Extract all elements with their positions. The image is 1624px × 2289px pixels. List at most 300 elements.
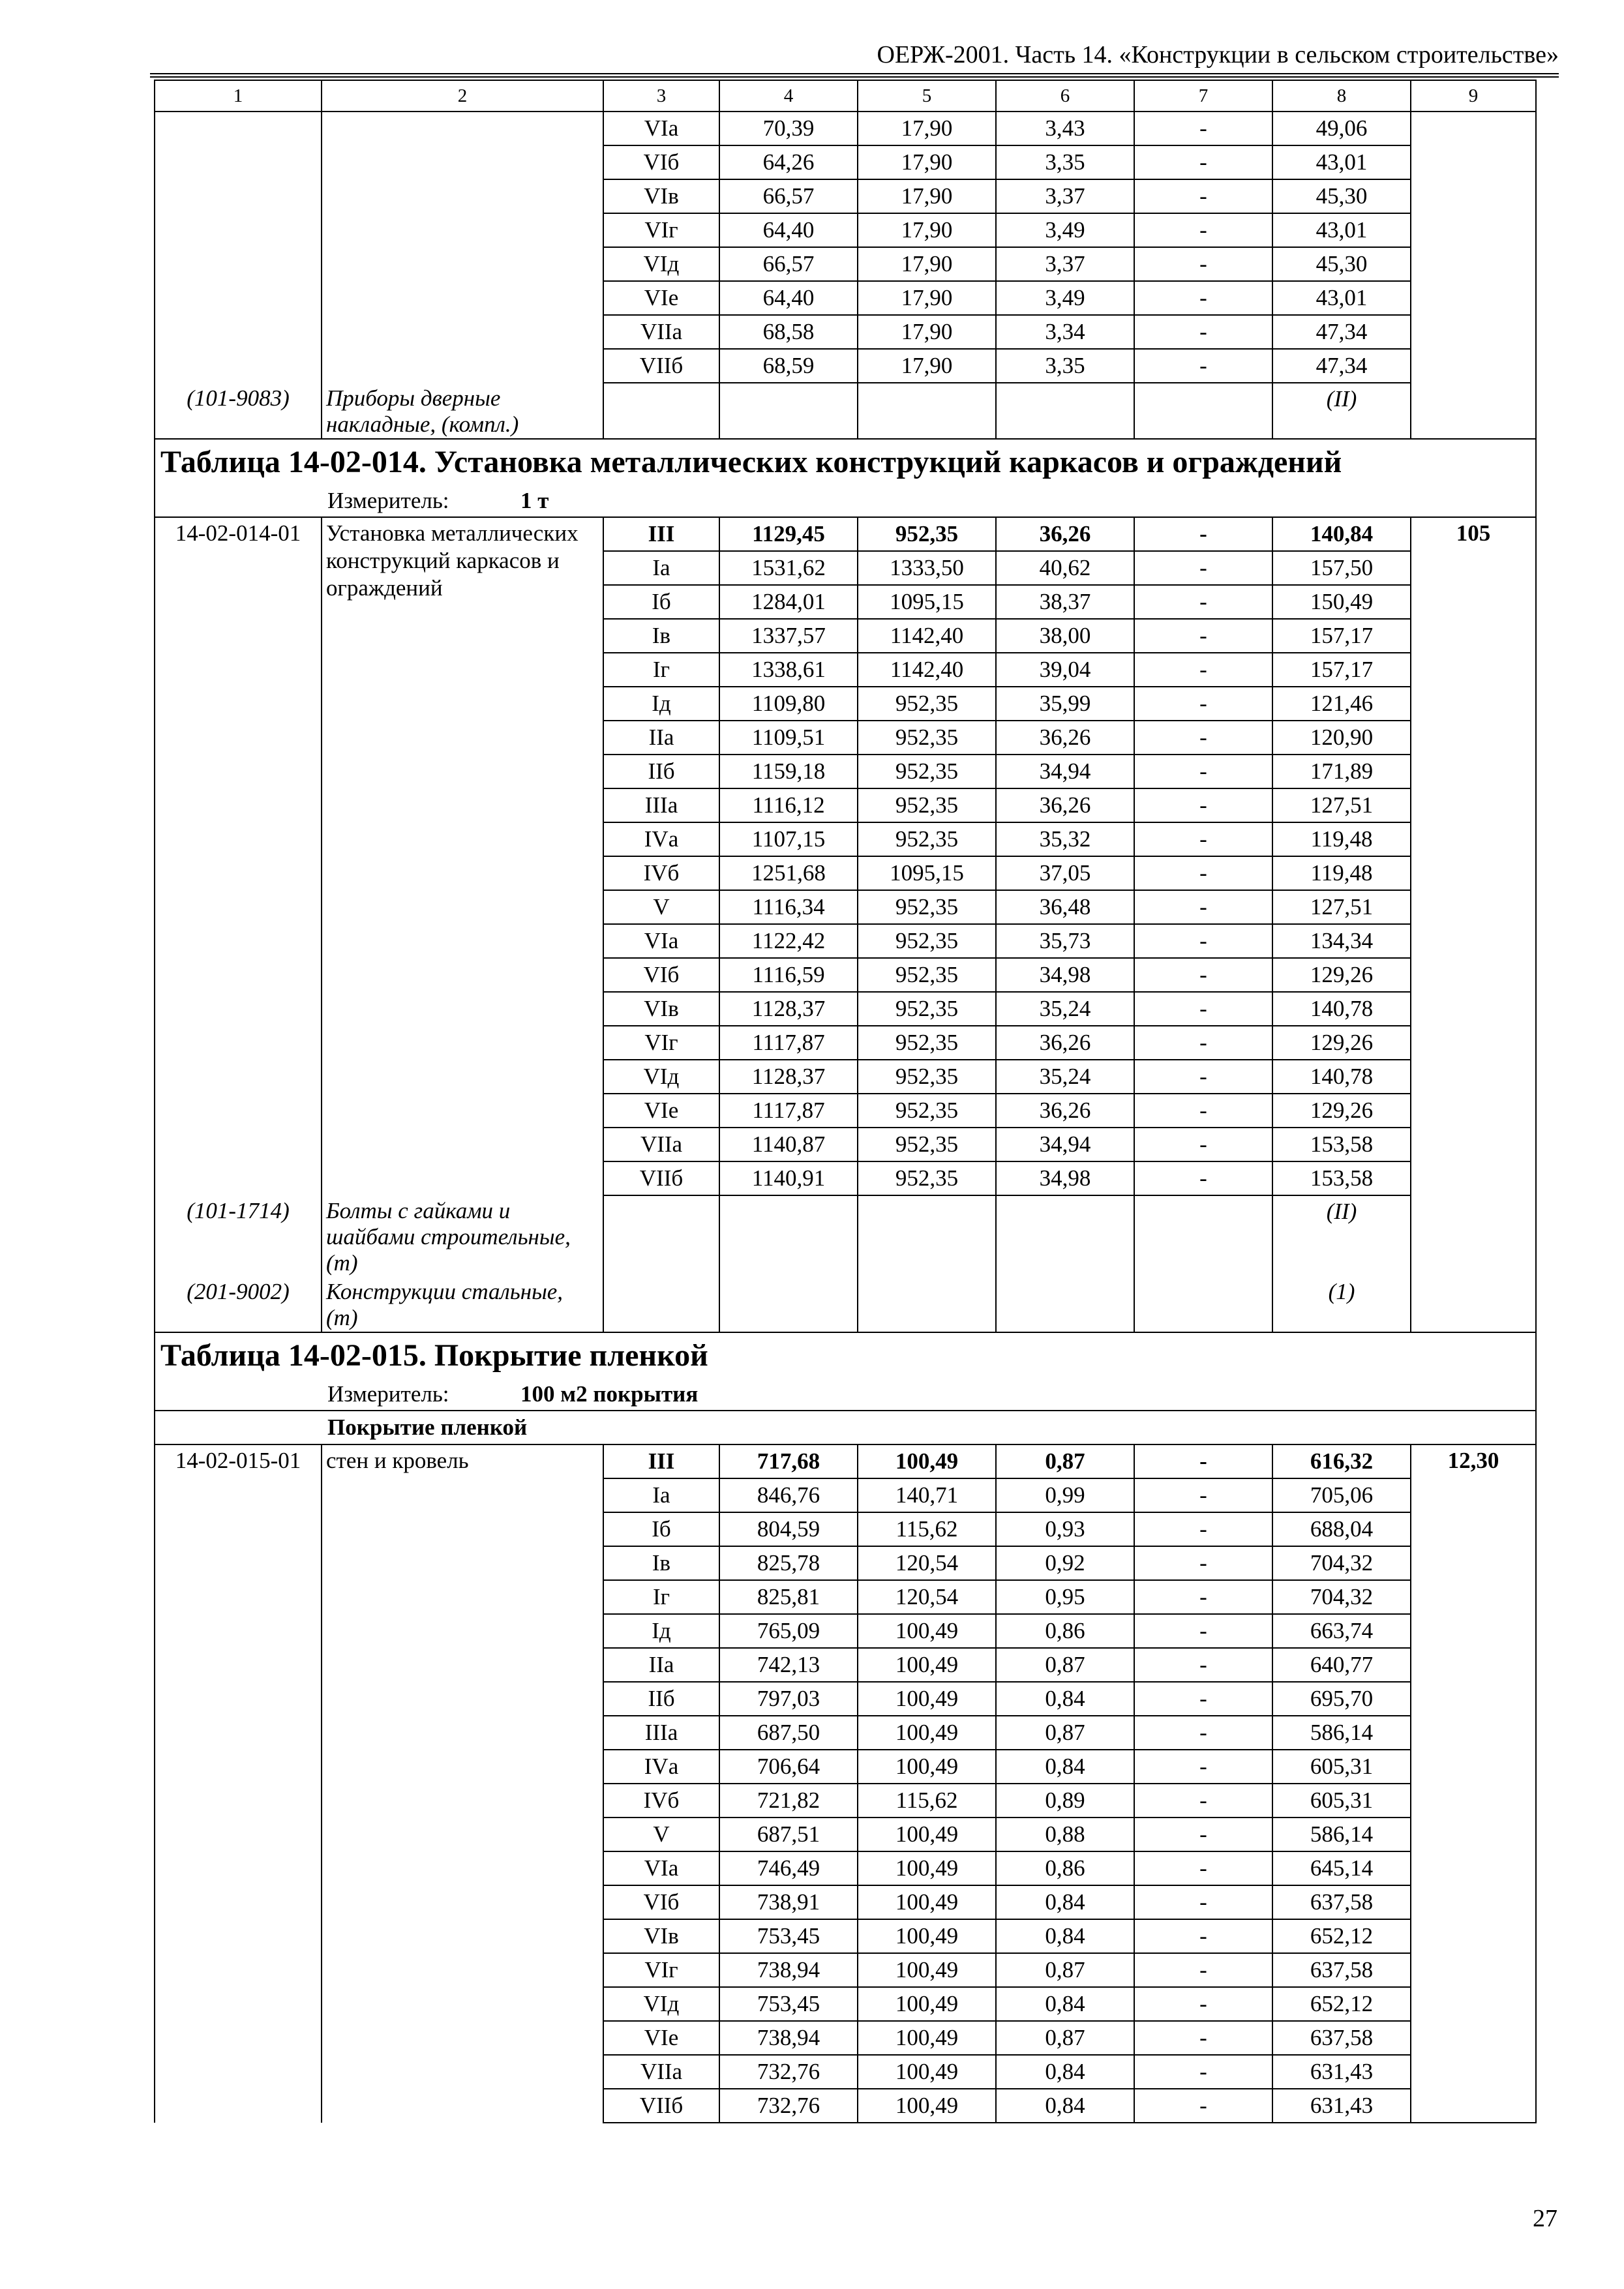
column-number: 4: [719, 80, 858, 112]
value-cell: 157,50: [1272, 551, 1411, 585]
zone-cell: Iа: [603, 551, 719, 585]
value-cell: 1128,37: [719, 1060, 858, 1094]
table-title-row: [155, 439, 1536, 485]
value-cell: 1128,37: [719, 992, 858, 1026]
empty-cell: [858, 383, 996, 439]
value-cell: 119,48: [1272, 822, 1411, 856]
resource-value: (II): [1272, 383, 1411, 439]
value-cell: 45,30: [1272, 247, 1411, 281]
value-cell: -: [1134, 1026, 1272, 1060]
value-cell: 952,35: [858, 788, 996, 822]
value-cell: -: [1134, 1546, 1272, 1580]
zone-cell: III: [603, 1444, 719, 1478]
value-cell: 3,35: [996, 145, 1134, 179]
value-cell: 0,92: [996, 1546, 1134, 1580]
zone-cell: VIб: [603, 1885, 719, 1919]
empty-cell: [858, 1276, 996, 1332]
resource-note-row: [155, 1276, 1536, 1332]
zone-cell: Iг: [603, 1580, 719, 1614]
empty-cell: [719, 1276, 858, 1332]
value-cell: 952,35: [858, 924, 996, 958]
value-cell: 704,32: [1272, 1546, 1411, 1580]
zone-cell: VIа: [603, 924, 719, 958]
subheading-text: Покрытие пленкой: [327, 1414, 528, 1440]
value-cell: 0,87: [996, 2021, 1134, 2055]
value-cell: 66,57: [719, 247, 858, 281]
value-cell: 43,01: [1272, 145, 1411, 179]
value-cell: 1140,87: [719, 1128, 858, 1161]
value-cell: -: [1134, 551, 1272, 585]
table-row: [155, 112, 1536, 145]
meter-value: 1 т: [520, 488, 549, 513]
value-cell: 0,93: [996, 1512, 1134, 1546]
col9-cell: [1411, 112, 1536, 439]
value-cell: 100,49: [858, 1851, 996, 1885]
subheading: [155, 1411, 1536, 1444]
value-cell: 0,99: [996, 1478, 1134, 1512]
zone-cell: VIв: [603, 1919, 719, 1953]
value-cell: 952,35: [858, 517, 996, 551]
value-cell: 797,03: [719, 1682, 858, 1716]
value-cell: 64,40: [719, 213, 858, 247]
value-cell: 43,01: [1272, 213, 1411, 247]
value-cell: 0,84: [996, 1885, 1134, 1919]
value-cell: 688,04: [1272, 1512, 1411, 1546]
zone-cell: IIIа: [603, 1716, 719, 1750]
value-cell: 35,73: [996, 924, 1134, 958]
value-cell: 605,31: [1272, 1784, 1411, 1818]
value-cell: 1140,91: [719, 1161, 858, 1195]
value-cell: 0,89: [996, 1784, 1134, 1818]
zone-cell: Iг: [603, 653, 719, 687]
norms-table: [154, 80, 1537, 2123]
column-number: 2: [322, 80, 603, 112]
value-cell: -: [1134, 1885, 1272, 1919]
value-cell: -: [1134, 1128, 1272, 1161]
zone-cell: IVа: [603, 1750, 719, 1784]
value-cell: 100,49: [858, 1444, 996, 1478]
value-cell: 1159,18: [719, 755, 858, 788]
value-cell: 1142,40: [858, 653, 996, 687]
value-cell: -: [1134, 1444, 1272, 1478]
value-cell: 120,54: [858, 1580, 996, 1614]
value-cell: -: [1134, 856, 1272, 890]
value-cell: 952,35: [858, 1060, 996, 1094]
header-rule: [150, 73, 1559, 74]
value-cell: 36,26: [996, 788, 1134, 822]
value-cell: 0,87: [996, 1648, 1134, 1682]
value-cell: 36,26: [996, 1026, 1134, 1060]
value-cell: -: [1134, 653, 1272, 687]
empty-cell: [719, 1195, 858, 1276]
value-cell: 1142,40: [858, 619, 996, 653]
value-cell: 732,76: [719, 2055, 858, 2089]
value-cell: 1095,15: [858, 585, 996, 619]
resource-name: Болты с гайками и шайбами строительные, (т): [322, 1195, 603, 1276]
value-cell: 952,35: [858, 1026, 996, 1060]
zone-cell: V: [603, 890, 719, 924]
value-cell: 17,90: [858, 349, 996, 383]
norm-description: Установка металлических конструкций каркасов и ограждений: [322, 517, 603, 1195]
column-number: 5: [858, 80, 996, 112]
value-cell: 1122,42: [719, 924, 858, 958]
value-cell: 705,06: [1272, 1478, 1411, 1512]
zone-cell: VIд: [603, 1987, 719, 2021]
value-cell: -: [1134, 619, 1272, 653]
resource-value: (II): [1272, 1195, 1411, 1276]
value-cell: 157,17: [1272, 653, 1411, 687]
value-cell: -: [1134, 315, 1272, 349]
meter-cell: [155, 485, 1536, 517]
value-cell: 36,26: [996, 1094, 1134, 1128]
value-cell: 721,82: [719, 1784, 858, 1818]
value-cell: 3,37: [996, 179, 1134, 213]
value-cell: 120,90: [1272, 721, 1411, 755]
empty-cell: [1134, 1195, 1272, 1276]
zone-cell: IIIа: [603, 788, 719, 822]
zone-cell: VIIб: [603, 349, 719, 383]
description-cell: [322, 112, 603, 383]
zone-cell: Iв: [603, 619, 719, 653]
value-cell: 1333,50: [858, 551, 996, 585]
value-cell: -: [1134, 958, 1272, 992]
value-cell: -: [1134, 687, 1272, 721]
meter-row: [155, 485, 1536, 517]
zone-cell: IIа: [603, 721, 719, 755]
value-cell: -: [1134, 890, 1272, 924]
value-cell: 66,57: [719, 179, 858, 213]
value-cell: 140,71: [858, 1478, 996, 1512]
value-cell: 1116,34: [719, 890, 858, 924]
value-cell: -: [1134, 1478, 1272, 1512]
value-cell: -: [1134, 1919, 1272, 1953]
value-cell: 1531,62: [719, 551, 858, 585]
value-cell: -: [1134, 755, 1272, 788]
value-cell: -: [1134, 924, 1272, 958]
zone-cell: VIг: [603, 1953, 719, 1987]
zone-cell: VIIб: [603, 1161, 719, 1195]
value-cell: 129,26: [1272, 1094, 1411, 1128]
value-cell: -: [1134, 788, 1272, 822]
zone-cell: Iд: [603, 1614, 719, 1648]
value-cell: 1251,68: [719, 856, 858, 890]
value-cell: -: [1134, 179, 1272, 213]
value-cell: 0,87: [996, 1953, 1134, 1987]
zone-cell: VIв: [603, 179, 719, 213]
value-cell: 645,14: [1272, 1851, 1411, 1885]
value-cell: 120,54: [858, 1546, 996, 1580]
value-cell: -: [1134, 281, 1272, 315]
value-cell: 36,48: [996, 890, 1134, 924]
value-cell: 952,35: [858, 1161, 996, 1195]
value-cell: -: [1134, 1648, 1272, 1682]
value-cell: 1129,45: [719, 517, 858, 551]
empty-cell: [996, 1195, 1134, 1276]
value-cell: 70,39: [719, 112, 858, 145]
value-cell: 38,00: [996, 619, 1134, 653]
zone-cell: VIб: [603, 958, 719, 992]
value-cell: -: [1134, 349, 1272, 383]
resource-note-row: [155, 1195, 1536, 1276]
value-cell: -: [1134, 585, 1272, 619]
value-cell: 115,62: [858, 1784, 996, 1818]
value-cell: -: [1134, 112, 1272, 145]
column-number: 9: [1411, 80, 1536, 112]
zone-cell: VIе: [603, 281, 719, 315]
value-cell: 17,90: [858, 213, 996, 247]
value-cell: -: [1134, 1716, 1272, 1750]
zone-cell: VIв: [603, 992, 719, 1026]
value-cell: -: [1134, 1851, 1272, 1885]
value-cell: 1109,51: [719, 721, 858, 755]
value-cell: 663,74: [1272, 1614, 1411, 1648]
value-cell: 753,45: [719, 1987, 858, 2021]
zone-cell: VIг: [603, 213, 719, 247]
value-cell: 121,46: [1272, 687, 1411, 721]
value-cell: 38,37: [996, 585, 1134, 619]
value-cell: 753,45: [719, 1919, 858, 1953]
value-cell: 704,32: [1272, 1580, 1411, 1614]
meter-value: 100 м2 покрытия: [520, 1381, 699, 1407]
value-cell: 846,76: [719, 1478, 858, 1512]
table-title: Таблица 14-02-015. Покрытие пленкой: [155, 1332, 1536, 1379]
value-cell: 153,58: [1272, 1128, 1411, 1161]
value-cell: -: [1134, 1614, 1272, 1648]
value-cell: 1117,87: [719, 1094, 858, 1128]
value-cell: 100,49: [858, 2089, 996, 2123]
zone-cell: VIа: [603, 112, 719, 145]
value-cell: -: [1134, 213, 1272, 247]
value-cell: 952,35: [858, 755, 996, 788]
value-cell: 825,78: [719, 1546, 858, 1580]
value-cell: 100,49: [858, 1614, 996, 1648]
value-cell: 952,35: [858, 822, 996, 856]
column-number: 3: [603, 80, 719, 112]
empty-cell: [603, 1276, 719, 1332]
col9-value: 12,30: [1411, 1444, 1536, 2123]
value-cell: 3,37: [996, 247, 1134, 281]
value-cell: -: [1134, 1060, 1272, 1094]
value-cell: -: [1134, 1987, 1272, 2021]
value-cell: 134,34: [1272, 924, 1411, 958]
empty-cell: [719, 383, 858, 439]
value-cell: 68,59: [719, 349, 858, 383]
zone-cell: VIб: [603, 145, 719, 179]
value-cell: 0,86: [996, 1614, 1134, 1648]
value-cell: 34,98: [996, 1161, 1134, 1195]
norm-description: стен и кровель: [322, 1444, 603, 2123]
meter-label: Измеритель:: [327, 1381, 449, 1407]
zone-cell: VIд: [603, 247, 719, 281]
value-cell: 952,35: [858, 687, 996, 721]
value-cell: 129,26: [1272, 1026, 1411, 1060]
value-cell: 119,48: [1272, 856, 1411, 890]
value-cell: -: [1134, 1750, 1272, 1784]
value-cell: -: [1134, 517, 1272, 551]
empty-cell: [996, 1276, 1134, 1332]
table-row: [155, 517, 1536, 551]
zone-cell: VIIб: [603, 2089, 719, 2123]
value-cell: -: [1134, 1094, 1272, 1128]
empty-cell: [1134, 1276, 1272, 1332]
resource-code: (101-9083): [155, 383, 322, 439]
value-cell: 738,91: [719, 1885, 858, 1919]
value-cell: -: [1134, 1784, 1272, 1818]
value-cell: -: [1134, 1580, 1272, 1614]
value-cell: 738,94: [719, 1953, 858, 1987]
value-cell: 34,98: [996, 958, 1134, 992]
empty-cell: [603, 383, 719, 439]
resource-name: Конструкции стальные, (т): [322, 1276, 603, 1332]
column-numbers-row: [155, 80, 1536, 112]
meter-label: Измеритель:: [327, 488, 449, 513]
empty-cell: [603, 1195, 719, 1276]
value-cell: 3,43: [996, 112, 1134, 145]
value-cell: 652,12: [1272, 1919, 1411, 1953]
value-cell: 1338,61: [719, 653, 858, 687]
value-cell: 35,32: [996, 822, 1134, 856]
column-number: 6: [996, 80, 1134, 112]
value-cell: 765,09: [719, 1614, 858, 1648]
column-number: 8: [1272, 80, 1411, 112]
value-cell: 952,35: [858, 1128, 996, 1161]
value-cell: 34,94: [996, 1128, 1134, 1161]
value-cell: 140,78: [1272, 1060, 1411, 1094]
zone-cell: VIIа: [603, 2055, 719, 2089]
value-cell: 631,43: [1272, 2089, 1411, 2123]
value-cell: 952,35: [858, 890, 996, 924]
value-cell: 64,26: [719, 145, 858, 179]
value-cell: 1116,59: [719, 958, 858, 992]
value-cell: -: [1134, 1682, 1272, 1716]
zone-cell: IIб: [603, 755, 719, 788]
value-cell: -: [1134, 145, 1272, 179]
value-cell: 129,26: [1272, 958, 1411, 992]
value-cell: 637,58: [1272, 1885, 1411, 1919]
zone-cell: Iб: [603, 585, 719, 619]
value-cell: 37,05: [996, 856, 1134, 890]
zone-cell: IVа: [603, 822, 719, 856]
value-cell: 952,35: [858, 1094, 996, 1128]
value-cell: 3,34: [996, 315, 1134, 349]
zone-cell: VIа: [603, 1851, 719, 1885]
value-cell: -: [1134, 1161, 1272, 1195]
zone-cell: V: [603, 1818, 719, 1851]
value-cell: 17,90: [858, 281, 996, 315]
value-cell: 140,78: [1272, 992, 1411, 1026]
page-header-title: ОЕРЖ-2001. Часть 14. «Конструкции в сельском строительстве»: [877, 41, 1559, 68]
value-cell: 825,81: [719, 1580, 858, 1614]
code-cell: [155, 112, 322, 383]
value-cell: 17,90: [858, 247, 996, 281]
value-cell: 0,84: [996, 1750, 1134, 1784]
value-cell: 0,84: [996, 2089, 1134, 2123]
value-cell: 586,14: [1272, 1818, 1411, 1851]
value-cell: 100,49: [858, 1919, 996, 1953]
value-cell: 0,95: [996, 1580, 1134, 1614]
zone-cell: IVб: [603, 856, 719, 890]
value-cell: 586,14: [1272, 1716, 1411, 1750]
value-cell: 34,94: [996, 755, 1134, 788]
value-cell: 637,58: [1272, 2021, 1411, 2055]
value-cell: 706,64: [719, 1750, 858, 1784]
value-cell: 0,88: [996, 1818, 1134, 1851]
value-cell: 3,49: [996, 281, 1134, 315]
value-cell: 742,13: [719, 1648, 858, 1682]
value-cell: 35,24: [996, 992, 1134, 1026]
value-cell: 171,89: [1272, 755, 1411, 788]
column-number: 7: [1134, 80, 1272, 112]
value-cell: -: [1134, 1512, 1272, 1546]
value-cell: 153,58: [1272, 1161, 1411, 1195]
value-cell: 952,35: [858, 721, 996, 755]
value-cell: 0,84: [996, 1987, 1134, 2021]
value-cell: 3,35: [996, 349, 1134, 383]
value-cell: 687,50: [719, 1716, 858, 1750]
value-cell: 47,34: [1272, 315, 1411, 349]
value-cell: 100,49: [858, 1648, 996, 1682]
value-cell: 637,58: [1272, 1953, 1411, 1987]
value-cell: 100,49: [858, 1987, 996, 2021]
value-cell: 3,49: [996, 213, 1134, 247]
value-cell: 100,49: [858, 2021, 996, 2055]
value-cell: -: [1134, 822, 1272, 856]
value-cell: 64,40: [719, 281, 858, 315]
value-cell: 127,51: [1272, 890, 1411, 924]
value-cell: 631,43: [1272, 2055, 1411, 2089]
meter-row: [155, 1379, 1536, 1411]
table-title: Таблица 14-02-014. Установка металлических конструкций каркасов и ограждений: [155, 439, 1536, 485]
page-number: 27: [1533, 2205, 1557, 2232]
value-cell: 17,90: [858, 112, 996, 145]
column-number: 1: [155, 80, 322, 112]
value-cell: 717,68: [719, 1444, 858, 1478]
table-title-row: [155, 1332, 1536, 1379]
value-cell: 640,77: [1272, 1648, 1411, 1682]
value-cell: 100,49: [858, 1716, 996, 1750]
value-cell: 100,49: [858, 1885, 996, 1919]
value-cell: 605,31: [1272, 1750, 1411, 1784]
value-cell: -: [1134, 2021, 1272, 2055]
value-cell: 45,30: [1272, 179, 1411, 213]
value-cell: 687,51: [719, 1818, 858, 1851]
value-cell: 39,04: [996, 653, 1134, 687]
zone-cell: VIIа: [603, 1128, 719, 1161]
value-cell: 1116,12: [719, 788, 858, 822]
value-cell: 1095,15: [858, 856, 996, 890]
value-cell: 100,49: [858, 1953, 996, 1987]
value-cell: -: [1134, 2089, 1272, 2123]
zone-cell: VIе: [603, 1094, 719, 1128]
value-cell: 738,94: [719, 2021, 858, 2055]
value-cell: 140,84: [1272, 517, 1411, 551]
subheading-row: [155, 1411, 1536, 1444]
zone-cell: VIIа: [603, 315, 719, 349]
resource-code: (201-9002): [155, 1276, 322, 1332]
zone-cell: IIа: [603, 1648, 719, 1682]
value-cell: 0,86: [996, 1851, 1134, 1885]
value-cell: 43,01: [1272, 281, 1411, 315]
value-cell: 0,87: [996, 1444, 1134, 1478]
value-cell: 652,12: [1272, 1987, 1411, 2021]
value-cell: -: [1134, 2055, 1272, 2089]
value-cell: 157,17: [1272, 619, 1411, 653]
resource-name: Приборы дверные накладные, (компл.): [322, 383, 603, 439]
value-cell: 47,34: [1272, 349, 1411, 383]
value-cell: 100,49: [858, 1750, 996, 1784]
value-cell: 115,62: [858, 1512, 996, 1546]
value-cell: 732,76: [719, 2089, 858, 2123]
